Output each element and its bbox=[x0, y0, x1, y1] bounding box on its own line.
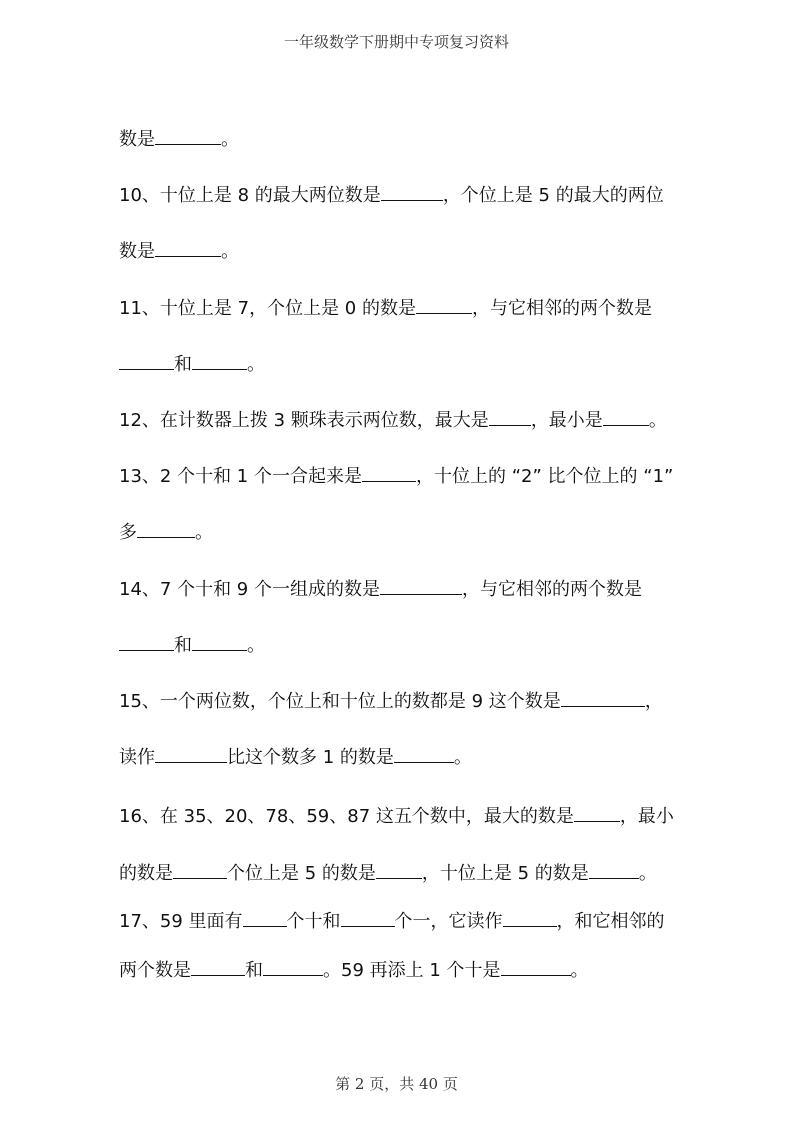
question-line bbox=[119, 744, 679, 770]
line-text: ，十位上的 “2” 比个位上的 “1” bbox=[415, 466, 674, 487]
answer-blank[interactable] bbox=[155, 238, 221, 257]
line-text: 。 bbox=[247, 635, 265, 656]
question-line bbox=[119, 632, 679, 658]
answer-blank[interactable] bbox=[362, 463, 416, 482]
line-text: 。 bbox=[638, 863, 657, 884]
line-text: ，和它相邻的 bbox=[556, 911, 665, 932]
line-text: 。 bbox=[570, 960, 589, 981]
answer-blank[interactable] bbox=[155, 744, 227, 763]
line-text: ，最小是 bbox=[530, 410, 603, 431]
answer-blank[interactable] bbox=[173, 860, 227, 879]
line-text: ，与它相邻的两个数是 bbox=[471, 298, 652, 319]
answer-blank[interactable] bbox=[155, 126, 221, 145]
line-text: 。 bbox=[648, 410, 667, 431]
line-text: 个一，它读作 bbox=[394, 911, 503, 932]
line-text: 个十和 bbox=[286, 911, 341, 932]
line-text: 数是 bbox=[119, 129, 155, 150]
answer-blank[interactable] bbox=[119, 351, 174, 370]
answer-blank[interactable] bbox=[191, 957, 245, 976]
line-text: 。 bbox=[221, 129, 239, 150]
answer-blank[interactable] bbox=[489, 407, 531, 426]
line-text: 两个数是 bbox=[119, 960, 191, 981]
line-text: 。 bbox=[195, 522, 213, 543]
line-text: ，最小 bbox=[619, 806, 674, 827]
line-text: ，个位上是 5 的最大的两位 bbox=[442, 185, 664, 206]
line-text: 数是 bbox=[119, 241, 155, 262]
answer-blank[interactable] bbox=[119, 632, 174, 651]
line-text: 读作 bbox=[119, 747, 155, 768]
answer-blank[interactable] bbox=[192, 632, 247, 651]
page-footer: 第 2 页，共 40 页 bbox=[335, 1075, 458, 1093]
line-text: 比这个数多 1 的数是 bbox=[227, 747, 394, 768]
answer-blank[interactable] bbox=[394, 744, 454, 763]
answer-blank[interactable] bbox=[589, 860, 639, 879]
answer-blank[interactable] bbox=[381, 182, 443, 201]
answer-blank[interactable] bbox=[503, 908, 557, 927]
question-line bbox=[119, 519, 679, 545]
line-text: ，十位上是 5 的数是 bbox=[421, 863, 589, 884]
line-text: 13、2 个十和 1 个一合起来是 bbox=[119, 466, 362, 487]
line-text: 10、十位上是 8 的最大两位数是 bbox=[119, 185, 381, 206]
line-text: 11、十位上是 7，个位上是 0 的数是 bbox=[119, 298, 416, 319]
question-line bbox=[119, 295, 679, 321]
question-line bbox=[119, 803, 679, 829]
page-header: 一年级数学下册期中专项复习资料 bbox=[283, 33, 509, 51]
question-line bbox=[119, 238, 679, 264]
question-line bbox=[119, 126, 679, 152]
answer-blank[interactable] bbox=[137, 519, 195, 538]
line-text: 12、在计数器上拨 3 颗珠表示两位数，最大是 bbox=[119, 410, 489, 431]
answer-blank[interactable] bbox=[561, 688, 645, 707]
question-line bbox=[119, 463, 679, 489]
question-line bbox=[119, 860, 679, 886]
line-text: 15、一个两位数，个位上和十位上的数都是 9 这个数是 bbox=[119, 691, 561, 712]
line-text: 。 bbox=[247, 354, 265, 375]
line-text: ，与它相邻的两个数是 bbox=[461, 579, 642, 600]
question-line bbox=[119, 576, 679, 602]
line-text: 16、在 35、20、78、59、87 这五个数中，最大的数是 bbox=[119, 806, 574, 827]
line-text: 和 bbox=[174, 635, 192, 656]
answer-blank[interactable] bbox=[603, 407, 649, 426]
line-text: 。 bbox=[221, 241, 239, 262]
answer-blank[interactable] bbox=[376, 860, 422, 879]
line-text: 。 bbox=[453, 747, 472, 768]
answer-blank[interactable] bbox=[341, 908, 395, 927]
line-text: 多 bbox=[119, 522, 137, 543]
question-line bbox=[119, 407, 679, 433]
answer-blank[interactable] bbox=[192, 351, 247, 370]
question-line bbox=[119, 688, 679, 714]
line-text: 和 bbox=[174, 354, 192, 375]
line-text: 14、7 个十和 9 个一组成的数是 bbox=[119, 579, 380, 600]
question-line bbox=[119, 908, 679, 934]
answer-blank[interactable] bbox=[574, 803, 620, 822]
line-text: 的数是 bbox=[119, 863, 173, 884]
question-line bbox=[119, 182, 679, 208]
answer-blank[interactable] bbox=[501, 957, 571, 976]
answer-blank[interactable] bbox=[263, 957, 323, 976]
answer-blank[interactable] bbox=[416, 295, 472, 314]
question-line bbox=[119, 351, 679, 377]
line-text: 。59 再添上 1 个十是 bbox=[323, 960, 501, 981]
question-line bbox=[119, 957, 679, 983]
answer-blank[interactable] bbox=[243, 908, 287, 927]
line-text: 和 bbox=[245, 960, 263, 981]
answer-blank[interactable] bbox=[380, 576, 462, 595]
line-text: 17、59 里面有 bbox=[119, 911, 243, 932]
line-text: 个位上是 5 的数是 bbox=[227, 863, 376, 884]
line-text: ， bbox=[644, 691, 663, 712]
